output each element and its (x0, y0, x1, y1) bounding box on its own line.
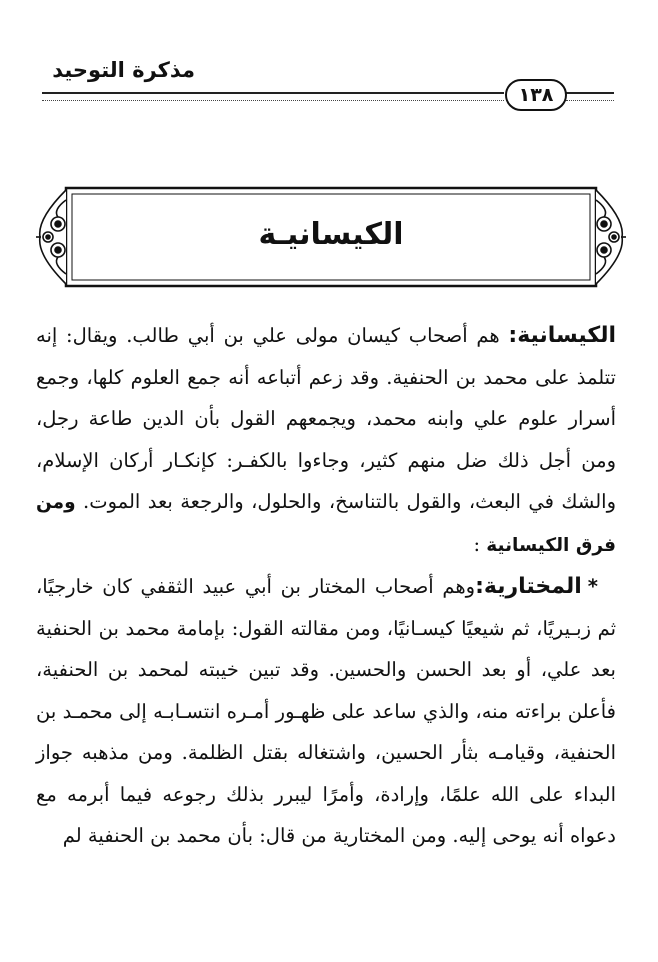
term-kaysaniyya: الكيسانية: (508, 323, 616, 348)
paragraph-kaysaniyya (36, 315, 616, 566)
paragraph1-bold-tail: ومن فرق الكيسانية (36, 492, 616, 556)
paragraph1-end: : (473, 532, 487, 556)
section-title: الكيسانيـة (258, 217, 404, 252)
paragraph-mukhtariyya (36, 566, 616, 857)
term-mukhtariyya: المختارية: (475, 574, 582, 599)
header-rule-right (566, 92, 614, 101)
paragraph2-text: وهم أصحاب المختار بن أبي عبيد الثقفي كان خارجيًا، ثم زبـيريًا، ثم شيعيًا كيسـانيًا، ومن مقالته القول: بإمامة محمد بن الحنفية بعد علي، أو بعد الحسن والحسين. وقد تبين خيبته لمحمد بن الحنفية، فأعلن براءته منه، والذي ساعد على ظهـور أمـره انتسـابـه إلى محمـد بن الحنفية، وقيامـه بثأر الحسين، واشتغاله بقتل الظلمة. ومن مذهبه جواز البداء على الله علمًا، وإرادة، وأمرًا ليبرر بذلك رجوعه فيما أبرمه مع دعواه أنه يوحى إليه. ومن المختارية من قال: بأن محمد بن الحنفية لم (36, 575, 616, 847)
section-title-frame (36, 180, 626, 294)
body-text (36, 315, 616, 857)
paragraph1-text: هم أصحاب كيسان مولى علي بن أبي طالب. ويقال: إنه تتلمذ على محمد بن الحنفية. وقد زعم أتباعه أنه جمع العلوم كلها، وجمع أسرار علوم علي وابنه محمد، ويجمعهم القول بأن الدين طاعة رجل، ومن أجل ذلك ضل منهم كثير، وجاءوا بالكفـر: كإنكـار أركان الإسلام، والشك في البعث، والقول بالتناسخ، والحلول، والرجعة بعد الموت. (36, 324, 616, 513)
book-title: مذكرة التوحيد (52, 58, 195, 82)
asterisk-icon: * (587, 575, 598, 598)
page-number: ١٣٨ (505, 79, 567, 111)
header-rule (42, 92, 504, 101)
